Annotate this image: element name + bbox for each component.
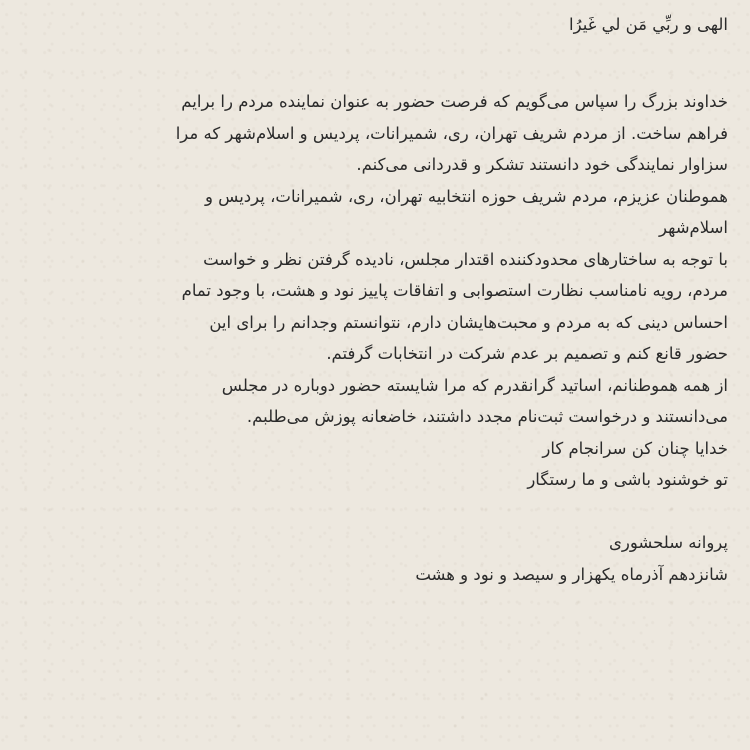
verse [30,433,728,496]
text-line: حضور قانع کنم و تصمیم بر عدم شرکت در انتخابات گرفتم. [326,344,728,363]
text-line: می‌دانستند و درخواست ثبت‌نام مجدد داشتند، خاضعانه پوزش می‌طلبم. [246,407,728,426]
text-line: سزاوار نمایندگی خود دانستند تشکر و قدردانی می‌کنم. [356,155,728,174]
signature-name: پروانه سلحشوری [609,533,728,552]
text-line: فراهم ساخت. از مردم شریف تهران، ری، شمیرانات، پردیس و اسلام‌شهر که مرا [175,123,728,143]
text-line: با توجه به ساختارهای محدودکننده اقتدار مجلس، نادیده گرفتن نظر و خواست [203,249,728,269]
verse-line: تو خوشنود باشی و ما رستگار [527,470,728,489]
paragraph-apology [30,370,728,433]
signature-block [30,527,728,590]
signature-date: شانزدهم آذرماه یکهزار و سیصد و نود و هشت [415,564,728,584]
text-line: هموطنان عزیزم، مردم شریف حوزه انتخابیه تهران، ری، شمیرانات، پردیس و [204,186,728,206]
paragraph-gratitude [30,86,728,181]
spacer [30,496,728,528]
text-line: احساس دینی که به مردم و محبت‌هایشان دارم، نتوانستم وجدانم را برای این [209,312,728,332]
paragraph-address [30,181,728,244]
text-line: مردم، رویه نامناسب نظارت استصوابی و اتفاقات پاییز نود و هشت، با وجود تمام [181,281,728,300]
spacer [30,41,728,55]
verse-line: خدایا چنان کن سرانجام کار [542,438,728,458]
text-line: اسلام‌شهر [658,218,728,237]
spacer [30,55,728,87]
greeting-line: الهی و ربِّي مَن لي غَیرُا [569,15,728,34]
paragraph-decision [30,244,728,370]
text-line: از همه هموطنانم، اساتید گرانقدرم که مرا شایسته حضور دوباره در مجلس [221,375,728,395]
text-line: خداوند بزرگ را سپاس می‌گویم که فرصت حضور به عنوان نماینده مردم را برایم [181,92,728,111]
